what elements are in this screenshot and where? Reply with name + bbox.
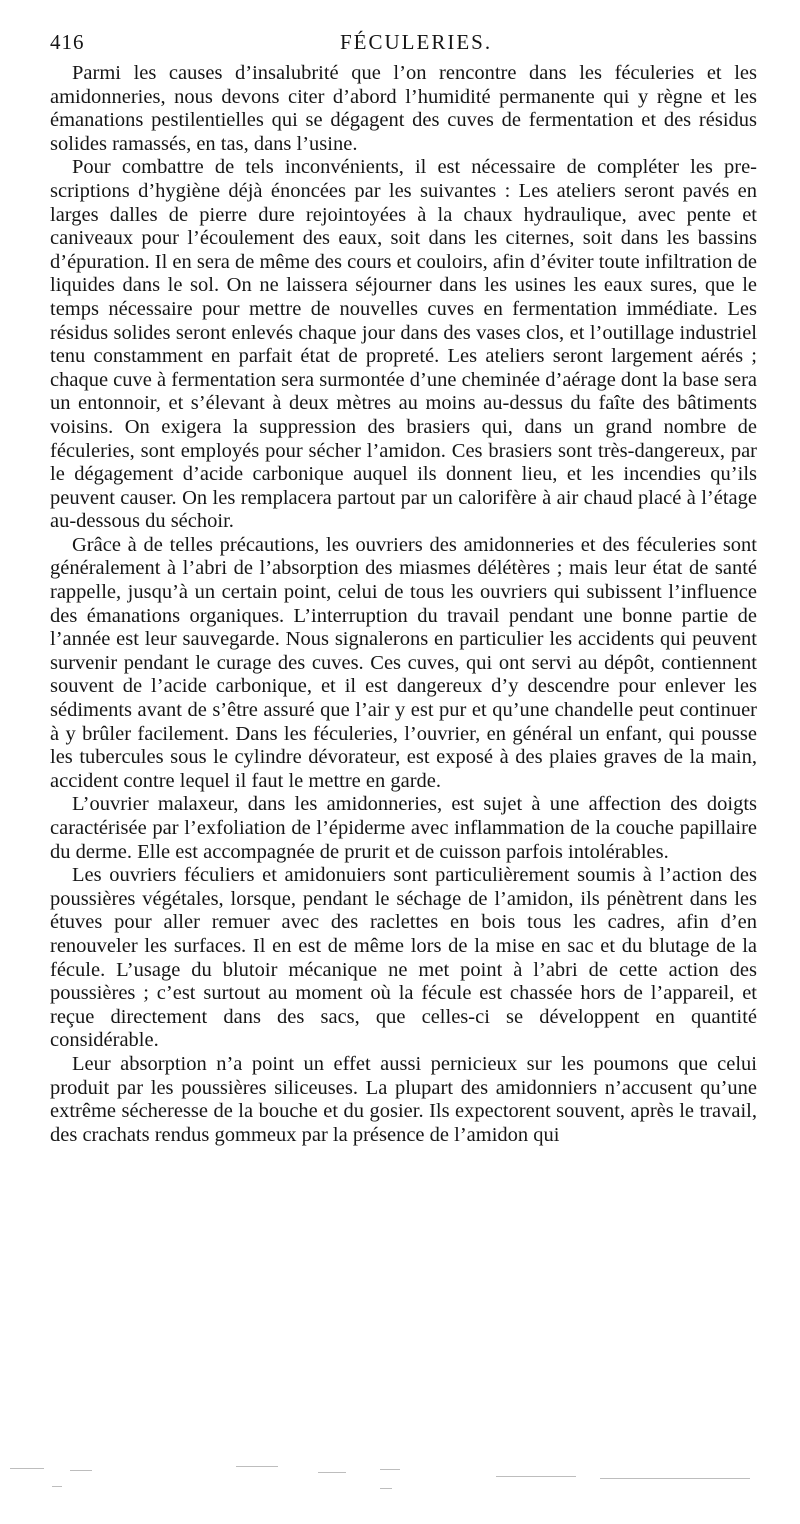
paragraph-dust-absorption: Leur absorption n’a point un effet aussi pernicieux sur les poumons que celui produit par les poussières siliceuses. La plupart des amidonniers n’accusent qu’une extrême sécheresse de la bouche et du gosier. Ils expectorent souvent, après le travail, des crachats rendus gommeux par la présence de l’amidon qui: [50, 1052, 757, 1146]
paragraph-worker-precautions: Grâce à de telles précautions, les ouvriers des amidonneries et des féculeries sont généralement à l’abri de l’absorption des miasmes délétères ; mais leur état de santé rappelle, jusqu’à un certain point, celui de tous les ouvriers qui subissent l’influence des émanations organiques. L’interruption du travail pendant une bonne partie de l’année est leur sauvegarde. Nous signalerons en particulier les accidents qui peuvent survenir pendant le curage des cuves. Ces cuves, qui ont servi au dépôt, contiennent souvent de l’acide carbonique, et il est dangereux d’y descendre pour enlever les sédiments avant de s’être assuré que l’air y est pur et qu’une chandelle peut continuer à y brûler facilement. Dans les féculeries, l’ouvrier, en général un enfant, qui pousse les tubercules sous le cylindre dévorateur, est exposé à des plaies graves de la main, accident contre lequel il faut le mettre en garde.: [50, 533, 757, 792]
scan-bleedthrough: [0, 1466, 800, 1496]
running-head: [50, 26, 757, 62]
paragraph-malaxeur-affection: L’ouvrier malaxeur, dans les amidonneries, est sujet à une affection des doigts caractérisée par l’exfoliation de l’épiderme avec inflammation de la couche papillaire du derme. Elle est accompagnée de prurit et de cuisson parfois intolérables.: [50, 793, 757, 863]
book-page: [50, 26, 757, 1147]
paragraph-insalubrity-causes: Parmi les causes d’insalubrité que l’on rencontre dans les féculeries et les amidonneries, nous devons citer d’abord l’humidité permanente qui y règne et les émanations pestilentielles qui se dégagent des cuves de fermentation et des résidus solides ramassés, en tas, dans l’usine.: [50, 62, 757, 155]
paragraph-vegetable-dust: Les ouvriers féculiers et amidonuiers sont particulièrement soumis à l’action des poussières végétales, lorsque, pendant le séchage de l’amidon, ils pénètrent dans les étuves pour aller remuer avec des raclettes en bois tous les cadres, afin d’en renouveler les surfaces. Il en est de même lors de la mise en sac et du blutage de la fécule. L’usage du blutoir mécanique ne met point à l’abri de cette action des poussières ; c’est surtout au moment où la fécule est chassée hors de l’appareil, et reçue directement dans des sacs, que celles-ci se développent en quantité considérable.: [50, 864, 757, 1052]
paragraph-hygiene-prescriptions: Pour combattre de tels inconvénients, il est nécessaire de compléter les prescriptions d’hygiène déjà énoncées par les suivantes : Les ateliers seront pavés en larges dalles de pierre dure rejointoyées à la chaux hydraulique, avec pente et caniveaux pour l’écoulement des eaux, soit dans les citernes, soit dans les bassins d’épuration. Il en sera de même des cours et couloirs, afin d’éviter toute infiltration de liquides dans le sol. On ne laissera séjourner dans les usines les eaux sures, que le temps nécessaire pour mettre de nouvelles cuves en fermentation immédiate. Les résidus solides seront enlevés chaque jour dans des vases clos, et l’outillage industriel tenu constamment en parfait état de propreté. Les ateliers seront largement aérés ; chaque cuve à fermentation sera surmontée d’une cheminée d’aérage dont la base sera un entonnoir, et s’élevant à deux mètres au moins au-dessus du faîte des bâtiments voisins. On exigera la suppression des brasiers qui, dans un grand nombre de féculeries, sont employés pour sécher l’amidon. Ces brasiers sont très-dangereux, par le dégagement d’acide carbonique auquel ils donnent lieu, et les incendies qu’ils peuvent causer. On les remplacera partout par un calorifère à air chaud placé à l’étage au-dessous du séchoir.: [50, 156, 757, 533]
running-title: FÉCULERIES.: [340, 30, 493, 54]
page-number: 416: [50, 30, 85, 54]
text-body: [50, 62, 757, 1147]
